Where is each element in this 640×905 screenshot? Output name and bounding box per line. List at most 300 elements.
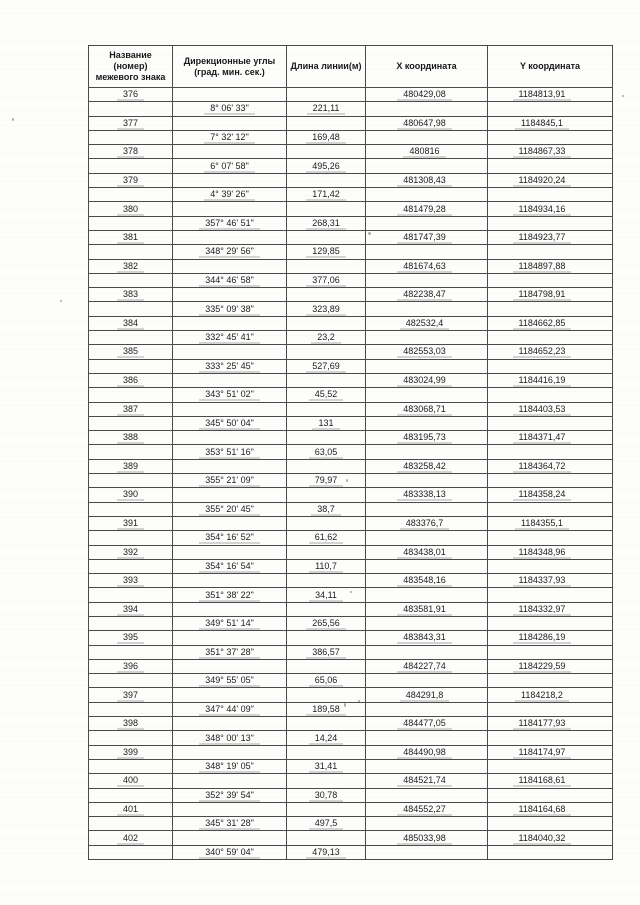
column-header-y-coordinate bbox=[488, 46, 613, 88]
marker-number-cell-value: 388 bbox=[117, 431, 144, 444]
scan-speck bbox=[12, 118, 14, 121]
x-coordinate-cell bbox=[366, 202, 488, 216]
x-coordinate-cell-value: 483338,13 bbox=[397, 488, 452, 501]
angle-cell bbox=[173, 259, 287, 273]
length-cell-value: 65,06 bbox=[309, 674, 344, 687]
marker-number-cell bbox=[89, 316, 173, 330]
x-coordinate-cell-value: 480429,08 bbox=[397, 88, 452, 101]
y-coordinate-cell bbox=[488, 602, 613, 616]
marker-number-cell bbox=[89, 402, 173, 416]
table-row-marker bbox=[89, 202, 613, 216]
x-coordinate-cell bbox=[366, 788, 488, 802]
x-coordinate-cell bbox=[366, 645, 488, 659]
marker-number-cell bbox=[89, 331, 173, 345]
angle-cell-value: 347° 44' 09" bbox=[199, 703, 260, 716]
marker-number-cell-value: 391 bbox=[117, 517, 144, 530]
y-coordinate-cell bbox=[488, 774, 613, 788]
angle-cell-value: 355° 20' 45" bbox=[199, 503, 260, 516]
y-coordinate-cell-value: 1184168,61 bbox=[513, 774, 572, 787]
x-coordinate-cell bbox=[366, 245, 488, 259]
y-coordinate-cell bbox=[488, 245, 613, 259]
y-coordinate-cell-value: 1184920,24 bbox=[513, 174, 572, 187]
table-row-marker bbox=[89, 145, 613, 159]
length-cell-value: 169,48 bbox=[306, 131, 346, 144]
length-cell-value: 323,89 bbox=[306, 303, 346, 316]
y-coordinate-cell bbox=[488, 202, 613, 216]
length-cell bbox=[287, 102, 366, 116]
table-row-marker bbox=[89, 717, 613, 731]
marker-number-cell bbox=[89, 202, 173, 216]
angle-cell bbox=[173, 516, 287, 530]
y-coordinate-cell-value: 1184177,93 bbox=[513, 717, 572, 730]
length-cell bbox=[287, 388, 366, 402]
angle-cell bbox=[173, 345, 287, 359]
length-cell bbox=[287, 616, 366, 630]
x-coordinate-cell bbox=[366, 674, 488, 688]
scan-speck bbox=[622, 95, 624, 97]
x-coordinate-cell bbox=[366, 373, 488, 387]
marker-number-cell-value: 381 bbox=[117, 231, 144, 244]
table-row-angle bbox=[89, 731, 613, 745]
y-coordinate-cell-value: 1184403,53 bbox=[513, 403, 572, 416]
y-coordinate-cell-value: 1184355,1 bbox=[515, 517, 569, 530]
y-coordinate-cell-value: 1184934,16 bbox=[513, 203, 572, 216]
y-coordinate-cell bbox=[488, 416, 613, 430]
x-coordinate-cell bbox=[366, 659, 488, 673]
y-coordinate-cell bbox=[488, 545, 613, 559]
marker-number-cell bbox=[89, 216, 173, 230]
x-coordinate-cell-value: 480816 bbox=[403, 145, 445, 158]
marker-number-cell bbox=[89, 159, 173, 173]
angle-cell bbox=[173, 774, 287, 788]
header-line: Название bbox=[109, 50, 152, 60]
column-header-direction-angles bbox=[173, 46, 287, 88]
y-coordinate-cell bbox=[488, 474, 613, 488]
table-row-marker bbox=[89, 288, 613, 302]
x-coordinate-cell bbox=[366, 574, 488, 588]
x-coordinate-cell bbox=[366, 345, 488, 359]
y-coordinate-cell bbox=[488, 230, 613, 244]
y-coordinate-cell bbox=[488, 502, 613, 516]
angle-cell-value: 344° 46' 58" bbox=[199, 274, 260, 287]
marker-number-cell-value: 379 bbox=[117, 174, 144, 187]
x-coordinate-cell bbox=[366, 817, 488, 831]
x-coordinate-cell bbox=[366, 230, 488, 244]
angle-cell-value: 343° 51' 02" bbox=[199, 388, 260, 401]
marker-number-cell-value: 389 bbox=[117, 460, 144, 473]
length-cell-value: 63,05 bbox=[309, 446, 344, 459]
y-coordinate-cell bbox=[488, 116, 613, 130]
scan-speck bbox=[358, 700, 360, 703]
marker-number-cell bbox=[89, 431, 173, 445]
length-cell bbox=[287, 474, 366, 488]
marker-number-cell-value: 385 bbox=[117, 345, 144, 358]
length-cell bbox=[287, 788, 366, 802]
x-coordinate-cell bbox=[366, 273, 488, 287]
table-row-angle bbox=[89, 359, 613, 373]
marker-number-cell-value: 383 bbox=[117, 288, 144, 301]
y-coordinate-cell bbox=[488, 731, 613, 745]
marker-number-cell bbox=[89, 145, 173, 159]
marker-number-cell-value: 377 bbox=[117, 117, 144, 130]
angle-cell bbox=[173, 159, 287, 173]
header-line: Дирекционные углы bbox=[183, 55, 276, 66]
marker-number-cell bbox=[89, 445, 173, 459]
x-coordinate-cell bbox=[366, 173, 488, 187]
length-cell bbox=[287, 688, 366, 702]
length-cell bbox=[287, 259, 366, 273]
marker-number-cell-value: 394 bbox=[117, 603, 144, 616]
length-cell bbox=[287, 502, 366, 516]
y-coordinate-cell bbox=[488, 145, 613, 159]
marker-number-cell bbox=[89, 245, 173, 259]
angle-cell-value: 332° 45' 41" bbox=[199, 331, 260, 344]
x-coordinate-cell-value: 484227,74 bbox=[397, 660, 452, 673]
x-coordinate-cell bbox=[366, 416, 488, 430]
angle-cell bbox=[173, 788, 287, 802]
marker-number-cell bbox=[89, 616, 173, 630]
marker-number-cell bbox=[89, 359, 173, 373]
angle-cell bbox=[173, 173, 287, 187]
y-coordinate-cell-value: 1184813,91 bbox=[513, 88, 572, 101]
y-coordinate-cell-value: 1184798,91 bbox=[513, 288, 572, 301]
scan-speck bbox=[344, 703, 346, 707]
x-coordinate-cell bbox=[366, 459, 488, 473]
table-row-marker bbox=[89, 774, 613, 788]
length-cell bbox=[287, 802, 366, 816]
header-line: Длина линии(м) bbox=[290, 61, 362, 71]
angle-cell bbox=[173, 531, 287, 545]
y-coordinate-cell-value: 1184040,32 bbox=[513, 832, 572, 845]
y-coordinate-cell bbox=[488, 516, 613, 530]
length-cell bbox=[287, 116, 366, 130]
length-cell bbox=[287, 359, 366, 373]
y-coordinate-cell-value: 1184364,72 bbox=[513, 460, 572, 473]
length-cell bbox=[287, 631, 366, 645]
table-row-angle bbox=[89, 445, 613, 459]
x-coordinate-cell-value: 481747,39 bbox=[397, 231, 452, 244]
y-coordinate-cell bbox=[488, 88, 613, 102]
marker-number-cell bbox=[89, 845, 173, 859]
x-coordinate-cell bbox=[366, 717, 488, 731]
angle-cell bbox=[173, 802, 287, 816]
angle-cell bbox=[173, 373, 287, 387]
length-cell-value: 34,11 bbox=[309, 589, 343, 602]
length-cell bbox=[287, 759, 366, 773]
length-cell-value: 31,41 bbox=[309, 760, 344, 773]
y-coordinate-cell-value: 1184371,47 bbox=[513, 431, 572, 444]
length-cell bbox=[287, 230, 366, 244]
marker-number-cell bbox=[89, 188, 173, 202]
y-coordinate-cell bbox=[488, 631, 613, 645]
angle-cell bbox=[173, 88, 287, 102]
angle-cell-value: 4° 39' 26" bbox=[204, 188, 255, 201]
table-row-angle bbox=[89, 759, 613, 773]
marker-number-cell bbox=[89, 502, 173, 516]
table-row-marker bbox=[89, 259, 613, 273]
length-cell bbox=[287, 316, 366, 330]
length-cell bbox=[287, 88, 366, 102]
scan-speck bbox=[346, 479, 348, 482]
angle-cell bbox=[173, 230, 287, 244]
y-coordinate-cell bbox=[488, 345, 613, 359]
x-coordinate-cell-value: 483843,31 bbox=[397, 631, 452, 644]
angle-cell-value: 348° 00' 13" bbox=[199, 732, 260, 745]
marker-number-cell-value: 382 bbox=[117, 260, 144, 273]
marker-number-cell bbox=[89, 688, 173, 702]
x-coordinate-cell-value: 481308,43 bbox=[397, 174, 452, 187]
y-coordinate-cell bbox=[488, 759, 613, 773]
length-cell bbox=[287, 674, 366, 688]
table-row-angle bbox=[89, 474, 613, 488]
angle-cell bbox=[173, 574, 287, 588]
marker-number-cell bbox=[89, 588, 173, 602]
length-cell-value: 45,52 bbox=[309, 388, 344, 401]
x-coordinate-cell bbox=[366, 402, 488, 416]
table-row-angle bbox=[89, 559, 613, 573]
length-cell bbox=[287, 817, 366, 831]
y-coordinate-cell-value: 1184229,59 bbox=[513, 660, 572, 673]
length-cell bbox=[287, 588, 366, 602]
x-coordinate-cell bbox=[366, 431, 488, 445]
angle-cell bbox=[173, 688, 287, 702]
angle-cell bbox=[173, 645, 287, 659]
angle-cell bbox=[173, 717, 287, 731]
length-cell bbox=[287, 245, 366, 259]
angle-cell-value: 351° 37' 28" bbox=[199, 646, 260, 659]
length-cell bbox=[287, 702, 366, 716]
length-cell-value: 377,06 bbox=[306, 274, 346, 287]
x-coordinate-cell-value: 482238,47 bbox=[397, 288, 452, 301]
angle-cell bbox=[173, 145, 287, 159]
table-row-marker bbox=[89, 516, 613, 530]
x-coordinate-cell-value: 481479,28 bbox=[397, 203, 452, 216]
table-row-marker bbox=[89, 631, 613, 645]
table-row-angle bbox=[89, 302, 613, 316]
marker-number-cell bbox=[89, 817, 173, 831]
y-coordinate-cell bbox=[488, 659, 613, 673]
length-cell-value: 171,42 bbox=[306, 188, 346, 201]
angle-cell bbox=[173, 302, 287, 316]
header-line: (номер) bbox=[113, 61, 148, 71]
x-coordinate-cell-value: 483548,16 bbox=[397, 574, 452, 587]
table-row-angle bbox=[89, 159, 613, 173]
x-coordinate-cell bbox=[366, 774, 488, 788]
x-coordinate-cell bbox=[366, 102, 488, 116]
angle-cell bbox=[173, 431, 287, 445]
y-coordinate-cell bbox=[488, 445, 613, 459]
length-cell-value: 221,11 bbox=[307, 102, 346, 115]
marker-number-cell bbox=[89, 273, 173, 287]
length-cell-value: 386,57 bbox=[306, 646, 346, 659]
x-coordinate-cell-value: 483581,91 bbox=[397, 603, 452, 616]
x-coordinate-cell bbox=[366, 602, 488, 616]
length-cell bbox=[287, 159, 366, 173]
y-coordinate-cell bbox=[488, 431, 613, 445]
y-coordinate-cell bbox=[488, 159, 613, 173]
x-coordinate-cell-value: 483258,42 bbox=[397, 460, 452, 473]
angle-cell-value: 349° 51' 14" bbox=[199, 617, 260, 630]
y-coordinate-cell-value: 1184164,68 bbox=[513, 803, 572, 816]
y-coordinate-cell bbox=[488, 316, 613, 330]
angle-cell bbox=[173, 245, 287, 259]
table-row-angle bbox=[89, 702, 613, 716]
column-header-line-length bbox=[287, 46, 366, 88]
length-cell bbox=[287, 202, 366, 216]
marker-number-cell bbox=[89, 416, 173, 430]
angle-cell bbox=[173, 631, 287, 645]
length-cell bbox=[287, 288, 366, 302]
marker-number-cell-value: 396 bbox=[117, 660, 144, 673]
table-row-angle bbox=[89, 416, 613, 430]
marker-number-cell bbox=[89, 745, 173, 759]
table-row-marker bbox=[89, 545, 613, 559]
angle-cell bbox=[173, 502, 287, 516]
marker-number-cell bbox=[89, 831, 173, 845]
angle-cell-value: 354° 16' 54" bbox=[199, 560, 260, 573]
table-row-marker bbox=[89, 173, 613, 187]
table-row-angle bbox=[89, 102, 613, 116]
x-coordinate-cell-value: 482532,4 bbox=[400, 317, 450, 330]
y-coordinate-cell bbox=[488, 302, 613, 316]
table-body bbox=[89, 88, 613, 860]
angle-cell-value: 333° 25' 45" bbox=[199, 360, 260, 373]
marker-number-cell-value: 402 bbox=[117, 832, 144, 845]
marker-number-cell bbox=[89, 788, 173, 802]
length-cell bbox=[287, 402, 366, 416]
x-coordinate-cell bbox=[366, 116, 488, 130]
angle-cell bbox=[173, 102, 287, 116]
x-coordinate-cell bbox=[366, 359, 488, 373]
x-coordinate-cell bbox=[366, 845, 488, 859]
marker-number-cell-value: 401 bbox=[117, 803, 144, 816]
y-coordinate-cell bbox=[488, 817, 613, 831]
angle-cell bbox=[173, 588, 287, 602]
length-cell bbox=[287, 574, 366, 588]
marker-number-cell-value: 398 bbox=[117, 717, 144, 730]
y-coordinate-cell bbox=[488, 745, 613, 759]
header-row bbox=[89, 46, 613, 88]
table-row-marker bbox=[89, 802, 613, 816]
length-cell bbox=[287, 188, 366, 202]
x-coordinate-cell-value: 484291,8 bbox=[400, 689, 450, 702]
table-row-angle bbox=[89, 674, 613, 688]
y-coordinate-cell bbox=[488, 788, 613, 802]
y-coordinate-cell-value: 1184923,77 bbox=[513, 231, 572, 244]
marker-number-cell-value: 393 bbox=[117, 574, 144, 587]
y-coordinate-cell bbox=[488, 688, 613, 702]
marker-number-cell bbox=[89, 717, 173, 731]
y-coordinate-cell bbox=[488, 702, 613, 716]
table-row-marker bbox=[89, 574, 613, 588]
y-coordinate-cell-value: 1184416,19 bbox=[513, 374, 572, 387]
length-cell bbox=[287, 774, 366, 788]
y-coordinate-cell-value: 1184358,24 bbox=[513, 488, 572, 501]
length-cell bbox=[287, 445, 366, 459]
marker-number-cell bbox=[89, 802, 173, 816]
marker-number-cell-value: 384 bbox=[117, 317, 144, 330]
x-coordinate-cell bbox=[366, 488, 488, 502]
angle-cell-value: 6° 07' 58" bbox=[204, 160, 255, 173]
angle-cell bbox=[173, 445, 287, 459]
angle-cell bbox=[173, 188, 287, 202]
x-coordinate-cell bbox=[366, 702, 488, 716]
marker-number-cell bbox=[89, 116, 173, 130]
angle-cell-value: 7° 32' 12" bbox=[204, 131, 255, 144]
angle-cell bbox=[173, 559, 287, 573]
angle-cell bbox=[173, 273, 287, 287]
length-cell bbox=[287, 273, 366, 287]
table-row-angle bbox=[89, 216, 613, 230]
column-header-marker-name bbox=[89, 46, 173, 88]
length-cell bbox=[287, 331, 366, 345]
marker-number-cell bbox=[89, 545, 173, 559]
x-coordinate-cell bbox=[366, 216, 488, 230]
length-cell bbox=[287, 845, 366, 859]
y-coordinate-cell bbox=[488, 130, 613, 144]
x-coordinate-cell bbox=[366, 559, 488, 573]
x-coordinate-cell bbox=[366, 145, 488, 159]
marker-number-cell bbox=[89, 659, 173, 673]
marker-number-cell bbox=[89, 230, 173, 244]
x-coordinate-cell-value: 484490,98 bbox=[397, 746, 452, 759]
column-header-x-coordinate bbox=[366, 46, 488, 88]
table-row-marker bbox=[89, 488, 613, 502]
marker-number-cell-value: 380 bbox=[117, 203, 144, 216]
scan-speck bbox=[350, 591, 352, 593]
length-cell-value: 189,58 bbox=[306, 703, 346, 716]
y-coordinate-cell bbox=[488, 559, 613, 573]
y-coordinate-cell-value: 1184652,23 bbox=[513, 345, 572, 358]
marker-number-cell-value: 386 bbox=[117, 374, 144, 387]
table-row-marker bbox=[89, 116, 613, 130]
angle-cell-value: 335° 09' 38" bbox=[199, 303, 260, 316]
y-coordinate-cell bbox=[488, 259, 613, 273]
marker-number-cell-value: 376 bbox=[117, 88, 144, 101]
table-header bbox=[89, 46, 613, 88]
table-row-angle bbox=[89, 502, 613, 516]
marker-number-cell-value: 390 bbox=[117, 488, 144, 501]
table-row-angle bbox=[89, 188, 613, 202]
length-cell-value: 23,2 bbox=[311, 331, 341, 344]
angle-cell bbox=[173, 416, 287, 430]
marker-number-cell bbox=[89, 674, 173, 688]
angle-cell bbox=[173, 602, 287, 616]
table-row-marker bbox=[89, 345, 613, 359]
table-row-marker bbox=[89, 402, 613, 416]
x-coordinate-cell bbox=[366, 531, 488, 545]
marker-number-cell bbox=[89, 173, 173, 187]
angle-cell bbox=[173, 331, 287, 345]
y-coordinate-cell bbox=[488, 717, 613, 731]
y-coordinate-cell bbox=[488, 102, 613, 116]
marker-number-cell-value: 378 bbox=[117, 145, 144, 158]
length-cell-value: 79,97 bbox=[309, 474, 344, 487]
angle-cell bbox=[173, 702, 287, 716]
y-coordinate-cell bbox=[488, 288, 613, 302]
marker-number-cell-value: 397 bbox=[117, 689, 144, 702]
marker-number-cell bbox=[89, 302, 173, 316]
x-coordinate-cell bbox=[366, 588, 488, 602]
length-cell bbox=[287, 531, 366, 545]
y-coordinate-cell bbox=[488, 531, 613, 545]
length-cell bbox=[287, 659, 366, 673]
x-coordinate-cell-value: 484477,05 bbox=[397, 717, 452, 730]
x-coordinate-cell bbox=[366, 631, 488, 645]
marker-number-cell bbox=[89, 559, 173, 573]
table-row-angle bbox=[89, 616, 613, 630]
marker-number-cell bbox=[89, 345, 173, 359]
